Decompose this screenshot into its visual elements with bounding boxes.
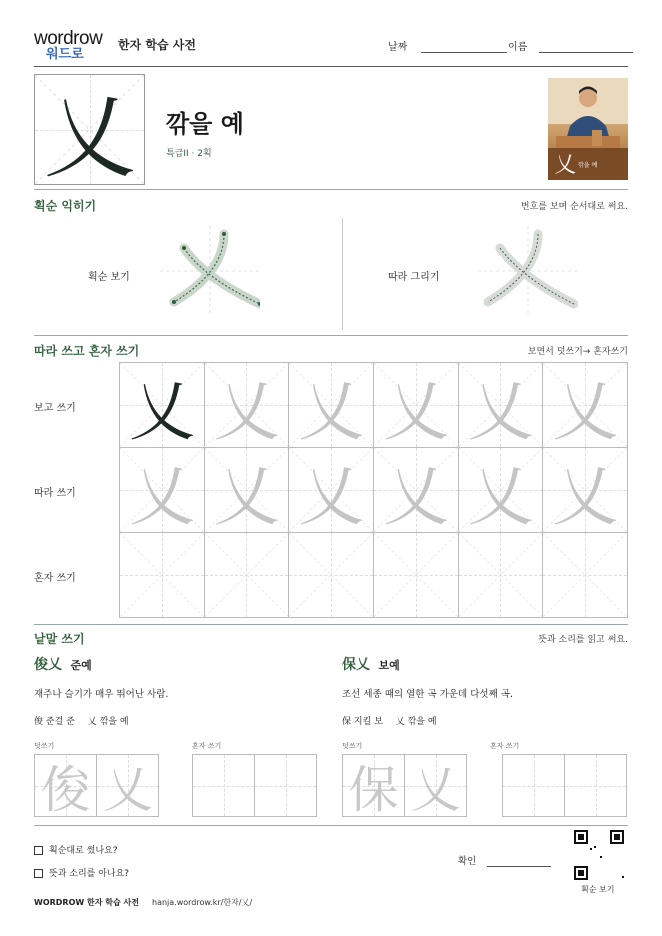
word-entry-2 <box>342 654 632 727</box>
thumbnail-caption: 깎을 예 <box>578 162 598 169</box>
practice-cell[interactable] <box>119 362 205 448</box>
hero-character-box <box>34 74 145 185</box>
word2-free-cell-1[interactable] <box>502 754 565 817</box>
date-field[interactable] <box>388 38 507 53</box>
trace-glyph: 乂 <box>298 372 365 448</box>
trace-glyph: 保 <box>348 760 399 817</box>
date-label: 날짜 <box>388 42 408 53</box>
word-heading <box>34 654 324 674</box>
practice-row-label-trace: 따라 쓰기 <box>34 488 76 499</box>
name-input-line[interactable] <box>539 52 633 53</box>
trace-glyph: 乂 <box>213 372 280 448</box>
gloss-text-2: 깎을 예 <box>407 717 437 727</box>
practice-cell[interactable] <box>204 532 290 618</box>
practice-cell[interactable] <box>542 362 628 448</box>
word-divider <box>34 825 628 826</box>
practice-cell[interactable] <box>119 532 205 618</box>
trace-glyph: 乂 <box>467 457 534 533</box>
word-hanja: 保乂 <box>342 657 370 673</box>
trace-glyph: 俊 <box>40 760 91 817</box>
hero-character: 乂 <box>43 83 136 185</box>
grade-strokes: 특급II · 2획 <box>166 149 212 159</box>
practice-cell[interactable] <box>458 362 544 448</box>
logo-wordmark: wordrow <box>34 28 103 49</box>
date-input-line[interactable] <box>421 52 507 53</box>
practice-cell[interactable] <box>373 362 459 448</box>
word2-trace-cell-2[interactable] <box>404 754 467 817</box>
illustration-thumbnail <box>548 78 628 180</box>
checklist-item-2[interactable] <box>34 866 129 879</box>
practice-grid[interactable] <box>119 362 627 617</box>
trace-glyph: 乂 <box>552 372 619 448</box>
confirm-label: 확인 <box>458 856 477 867</box>
trace-glyph: 乂 <box>467 372 534 448</box>
checkbox[interactable] <box>34 869 43 878</box>
name-field[interactable] <box>508 38 633 53</box>
word2-trace-cell-1[interactable] <box>342 754 405 817</box>
stroke-order-diagram <box>160 226 260 316</box>
thumbnail-character: 乂 <box>554 153 577 178</box>
qr-label: 획순 보기 <box>581 885 615 894</box>
trace-label-1: 덧쓰기 <box>34 742 55 750</box>
meaning-reading: 깎을 예 <box>166 110 244 138</box>
practice-divider <box>34 624 628 625</box>
trace-glyph: 乂 <box>410 760 461 817</box>
checklist-label: 획순대로 썼나요? <box>49 846 118 856</box>
trace-glyph: 乂 <box>102 760 153 817</box>
word-reading: 보예 <box>378 659 400 672</box>
practice-cell[interactable] <box>458 447 544 533</box>
word-definition: 재주나 슬기가 매우 뛰어난 사람. <box>34 689 169 700</box>
practice-section-title: 따라 쓰고 혼자 쓰기 <box>34 344 140 358</box>
stroke-divider <box>34 335 628 336</box>
practice-cell[interactable] <box>204 447 290 533</box>
gloss-text-2: 깎을 예 <box>99 717 129 727</box>
practice-cell[interactable] <box>204 362 290 448</box>
practice-cell[interactable] <box>373 447 459 533</box>
practice-section-note: 보면서 덧쓰기→ 혼자쓰기 <box>527 347 628 357</box>
stroke-section-title: 획순 익히기 <box>34 199 97 213</box>
trace-glyph: 乂 <box>382 372 449 448</box>
word-heading <box>342 654 632 674</box>
stroke-trace-diagram[interactable] <box>478 226 578 316</box>
word-reading: 준예 <box>70 659 92 672</box>
stroke-view-label: 획순 보기 <box>88 272 130 283</box>
confirm-signature-line[interactable] <box>487 866 551 867</box>
word-section-note: 뜻과 소리를 읽고 써요. <box>538 635 628 645</box>
trace-glyph: 乂 <box>213 457 280 533</box>
stroke-trace-label: 따라 그리기 <box>388 272 440 283</box>
checkbox[interactable] <box>34 846 43 855</box>
word1-trace-cell-1[interactable] <box>34 754 97 817</box>
practice-row-label-view: 보고 쓰기 <box>34 403 76 414</box>
checklist-label: 뜻과 소리를 아나요? <box>49 869 130 879</box>
practice-cell[interactable] <box>458 532 544 618</box>
word1-trace-cell-2[interactable] <box>96 754 159 817</box>
gloss-text-1: 준걸 준 <box>45 717 75 727</box>
practice-cell[interactable] <box>373 532 459 618</box>
word1-free-cell-2[interactable] <box>254 754 317 817</box>
trace-label-2: 덧쓰기 <box>342 742 363 750</box>
header-divider <box>34 66 628 67</box>
qr-code[interactable] <box>574 830 624 880</box>
word1-free-cell-1[interactable] <box>192 754 255 817</box>
free-label-2: 혼자 쓰기 <box>490 742 520 750</box>
practice-cell[interactable] <box>542 447 628 533</box>
practice-row-label-free: 혼자 쓰기 <box>34 573 76 584</box>
trace-glyph: 乂 <box>298 457 365 533</box>
gloss-text-1: 지킬 보 <box>353 717 383 727</box>
word-entry-1 <box>34 654 324 727</box>
checklist-item-1[interactable] <box>34 843 118 856</box>
header-title: 한자 학습 사전 <box>118 38 196 52</box>
model-glyph: 乂 <box>128 372 195 448</box>
gloss-char-2: 乂 <box>87 717 97 727</box>
hero-divider <box>34 189 628 190</box>
name-label: 이름 <box>508 42 528 53</box>
practice-cell[interactable] <box>542 532 628 618</box>
word-hanja: 俊乂 <box>34 657 62 673</box>
gloss-char-1: 保 <box>342 717 352 727</box>
stroke-section-note: 번호를 보며 순서대로 써요. <box>520 202 628 212</box>
logo <box>34 30 114 62</box>
gloss-char-1: 俊 <box>34 717 44 727</box>
trace-glyph: 乂 <box>128 457 195 533</box>
free-label-1: 혼자 쓰기 <box>192 742 222 750</box>
logo-korean: 워드로 <box>46 47 84 62</box>
footer-brand: WORDROW 한자 학습 사전 <box>34 898 139 907</box>
word-definition: 조선 세종 때의 열한 곡 가운데 다섯째 곡. <box>342 689 513 700</box>
word-section-title: 낱말 쓰기 <box>34 632 85 646</box>
gloss-char-2: 乂 <box>395 717 405 727</box>
word-character-glosses <box>34 714 324 727</box>
practice-cell[interactable] <box>288 447 374 533</box>
confirm-field[interactable] <box>458 853 551 867</box>
trace-glyph: 乂 <box>552 457 619 533</box>
practice-cell[interactable] <box>288 532 374 618</box>
stroke-divider-vertical <box>342 218 343 330</box>
word2-free-cell-2[interactable] <box>564 754 627 817</box>
trace-glyph: 乂 <box>382 457 449 533</box>
practice-cell[interactable] <box>119 447 205 533</box>
practice-cell[interactable] <box>288 362 374 448</box>
footer-url[interactable]: hanja.wordrow.kr/한자/乂/ <box>152 898 253 907</box>
word-character-glosses <box>342 714 632 727</box>
